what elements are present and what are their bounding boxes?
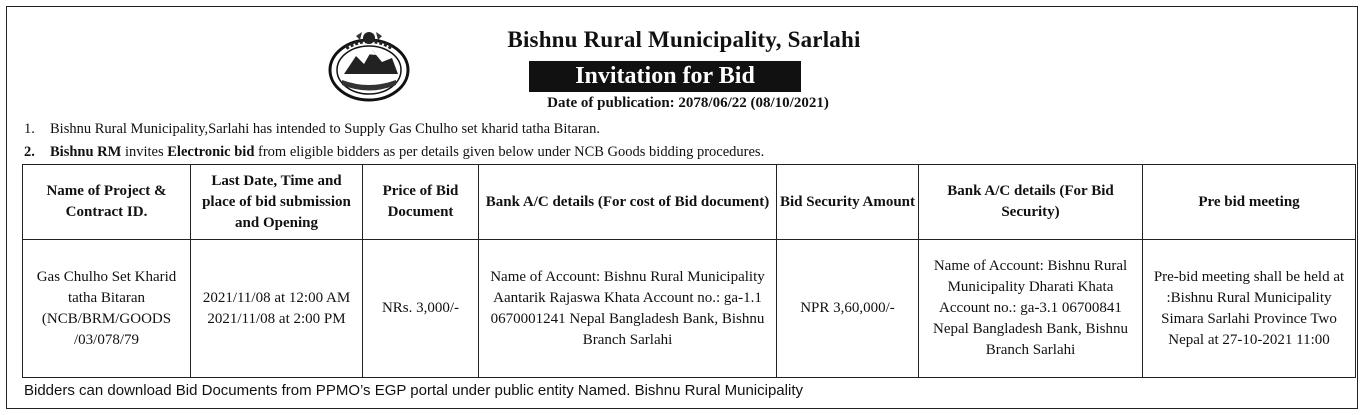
header-pre-bid: Pre bid meeting — [1143, 165, 1356, 240]
municipality-title: Bishnu Rural Municipality, Sarlahi — [507, 27, 861, 52]
header-last-date: Last Date, Time and place of bid submission and Opening — [191, 165, 363, 240]
header-bank-cost: Bank A/C details (For cost of Bid document) — [479, 165, 777, 240]
point-2 — [24, 144, 764, 161]
point-number: 1. — [24, 121, 35, 137]
cell-pre-bid: Pre-bid meeting shall be held at :Bishnu Rural Municipality Simara Sarlahi Province Two Nepal at 27-10-2021 11:00 — [1143, 240, 1356, 378]
header-bank-security: Bank A/C details (For Bid Security) — [919, 165, 1143, 240]
cell-bank-cost: Name of Account: Bishnu Rural Municipality Aantarik Rajaswa Khata Account no.: ga-1.1 0670001241 Nepal Bangladesh Bank, Bishnu Branch Sarlahi — [479, 240, 777, 378]
header-price: Price of Bid Document — [363, 165, 479, 240]
header-bid-security: Bid Security Amount — [777, 165, 919, 240]
table-row — [23, 240, 1356, 378]
point-number: 2. — [24, 144, 35, 160]
publication-date: Date of publication: 2078/06/22 (08/10/2021) — [547, 95, 829, 111]
table-header-row — [23, 165, 1356, 240]
cell-project: Gas Chulho Set Kharid tatha Bitaran (NCB/BRM/GOODS /03/078/79 — [23, 240, 191, 378]
point-1 — [24, 121, 600, 138]
cell-price: NRs. 3,000/- — [363, 240, 479, 378]
footer-note: Bidders can download Bid Documents from PPMO’s EGP portal under public entity Named. Bishnu Rural Municipality — [24, 382, 803, 399]
cell-bank-security: Name of Account: Bishnu Rural Municipality Dharati Khata Account no.: ga-3.1 06700841 Nepal Bangladesh Bank, Bishnu Branch Sarlahi — [919, 240, 1143, 378]
header-project: Name of Project & Contract ID. — [23, 165, 191, 240]
point-text: Bishnu Rural Municipality,Sarlahi has intended to Supply Gas Chulho set kharid tatha Bitaran. — [50, 121, 600, 137]
point-text: invites — [121, 144, 168, 160]
bid-details-table — [22, 164, 1356, 378]
invitation-banner: Invitation for Bid — [529, 61, 801, 92]
point-bold-text: Bishnu RM — [50, 144, 122, 160]
point-text: from eligible bidders as per details given below under NCB Goods bidding procedures. — [254, 144, 765, 160]
cell-bid-security: NPR 3,60,000/- — [777, 240, 919, 378]
point-bold-text: Electronic bid — [167, 144, 255, 160]
cell-last-date: 2021/11/08 at 12:00 AM 2021/11/08 at 2:00 PM — [191, 240, 363, 378]
